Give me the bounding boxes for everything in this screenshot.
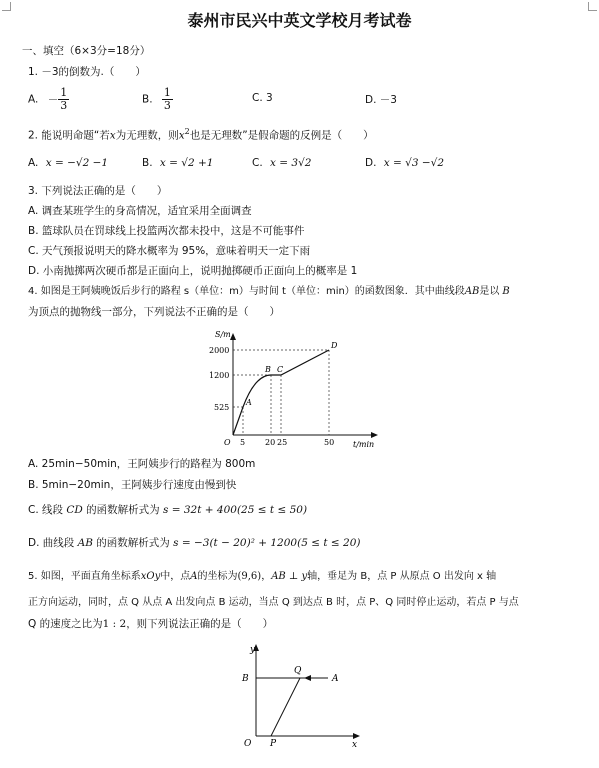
q2-stem: 2. 能说明命题“若x为无理数，则$x^2$也是无理数”是假命题的反例是（ ） <box>28 127 374 142</box>
q1-a-sign: － <box>47 94 59 106</box>
point-d-label: D <box>331 341 338 350</box>
q3-option-a: A. 调查某班学生的身高情况，适宜采用全面调查 <box>28 205 252 217</box>
q1-b-label: B. <box>142 93 153 106</box>
q4-stem-line2: 为顶点的抛物线一部分，下列说法不正确的是（ ） <box>28 306 280 318</box>
q4-option-b: B. 5min−20min，王阿姨步行速度由慢到快 <box>28 479 237 491</box>
q3-option-c: C. 天气预报说明天的降水概率为 95%，意味着明天一定下雨 <box>28 245 311 257</box>
guide-lines <box>233 350 329 435</box>
q1-stem: 1. －3的倒数为.（ ） <box>28 66 146 78</box>
x-axis-label: x <box>352 740 358 750</box>
origin-label: O <box>244 739 252 749</box>
q3-option-d: D. 小南抛掷两次硬币都是正面向上，说明抛掷硬币正面向上的概率是 1 <box>28 265 358 277</box>
point-p-label: P <box>270 739 277 749</box>
x-tick-5: 5 <box>240 438 246 447</box>
q1-option-a <box>28 87 69 112</box>
y-axis-arrow-icon <box>230 333 236 340</box>
x-tick-25: 25 <box>277 438 288 447</box>
q4-stem-line1: 4. 如图是王阿姨晚饭后步行的路程 s（单位：m）与时间 t（单位：min）的函数图象．其中曲线段AB是以 B <box>28 286 510 297</box>
q2-option-b: B. x = √2 +1 <box>142 157 214 169</box>
point-a-label: A <box>332 674 339 684</box>
x-axis-arrow-icon <box>371 432 378 438</box>
x-tick-20: 20 <box>265 438 276 447</box>
x-axis-label: t/min <box>353 440 375 449</box>
q5-stem-line2: 正方向运动，同时，点 Q 从点 A 出发向点 B 运动，当点 Q 到达点 B 时，点 P、Q 同时停止运动，若点 P 与点 <box>28 597 519 608</box>
coordinate-figure <box>228 640 368 750</box>
x-tick-50: 50 <box>324 438 335 447</box>
exam-title: 泰州市民兴中英文学校月考试卷 <box>187 11 412 30</box>
q3-stem: 3. 下列说法正确的是（ ） <box>28 185 168 197</box>
q2-option-d: D. x = √3 −√2 <box>365 157 445 169</box>
point-b-label: B <box>242 674 249 684</box>
q1-a-label: A. <box>28 93 39 106</box>
origin-label: O <box>224 438 231 447</box>
q4-option-c: C. 线段 CD 的函数解析式为 s = 32t + 400(25 ≤ t ≤ 50) <box>28 504 308 516</box>
y-axis-label: y <box>250 645 256 655</box>
q2-option-a: A. x = −√2 −1 <box>28 157 109 169</box>
point-q-label: Q <box>294 666 302 676</box>
point-a-label: A <box>246 398 252 407</box>
distance-time-graph <box>195 325 385 450</box>
segment-pq <box>271 678 300 736</box>
y-tick-525: 525 <box>214 403 230 412</box>
q4-option-d: D. 曲线段 AB 的函数解析式为 s = −3(t − 20)² + 1200(5 ≤ t ≤ 20) <box>28 537 361 549</box>
x-axis-arrow-icon <box>353 733 360 739</box>
y-tick-1200: 1200 <box>209 371 230 380</box>
q1-option-b <box>142 87 173 112</box>
arrow-left-icon <box>304 675 311 681</box>
q5-stem-line3: Q 的速度之比为1 : 2，则下列说法正确的是（ ） <box>28 618 274 630</box>
q2-option-c: C. x = 3√2 <box>252 157 312 169</box>
q1-option-c: C. 3 <box>252 92 273 104</box>
q3-option-b: B. 篮球队员在罚球线上投篮两次都未投中，这是不可能事件 <box>28 225 305 237</box>
y-axis-label: S/m <box>215 330 231 339</box>
q1-b-fraction: $\frac{1}{3}$ <box>163 86 171 112</box>
q1-a-fraction: $\frac{1}{3}$ <box>60 86 68 112</box>
point-c-label: C <box>277 365 284 374</box>
y-tick-2000: 2000 <box>209 346 230 355</box>
q4-option-a: A. 25min−50min，王阿姨步行的路程为 800m <box>28 458 256 470</box>
section-heading: 一、填空（6×3分=18分） <box>22 45 151 57</box>
q5-stem-line1: 5. 如图，平面直角坐标系xOy中，点A的坐标为(9,6)，AB ⊥ y轴，垂足为 B，点 P 从原点 O 出发向 x 轴 <box>28 571 497 582</box>
point-b-label: B <box>265 365 271 374</box>
q1-option-d: D. －3 <box>365 94 397 106</box>
